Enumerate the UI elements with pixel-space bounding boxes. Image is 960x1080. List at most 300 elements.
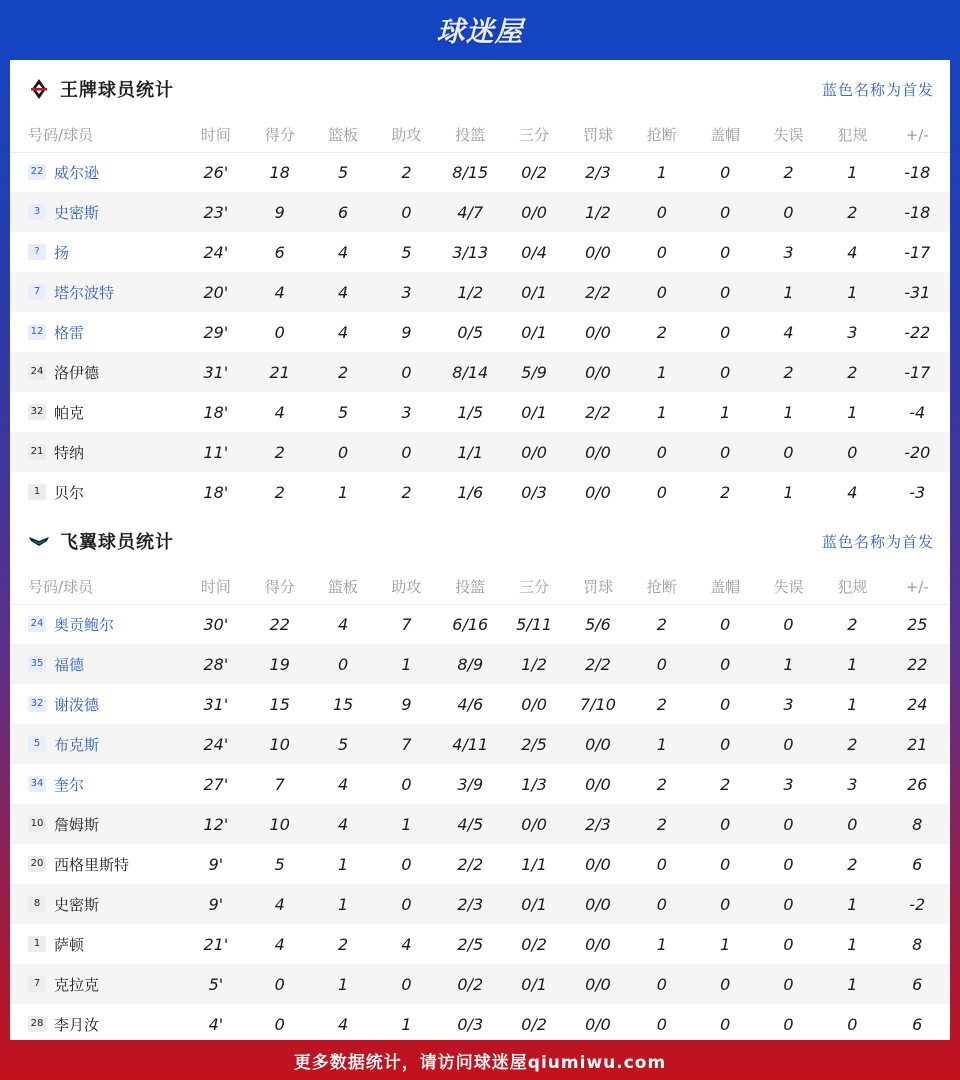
- column-header: 三分: [519, 578, 550, 597]
- stat-cell: 1: [337, 854, 349, 874]
- stat-cell: 24': [203, 242, 229, 262]
- player-row: [10, 844, 950, 884]
- stat-cell: 0/2: [457, 974, 484, 994]
- column-header: 投篮: [455, 126, 486, 145]
- stat-cell: 18': [203, 482, 229, 502]
- stat-cell: 0/0: [585, 242, 611, 262]
- column-header: 失误: [773, 126, 804, 145]
- player-row: [10, 684, 950, 724]
- stat-cell: 0: [783, 934, 794, 954]
- stat-cell: 21: [907, 734, 928, 754]
- stat-cell: 0/0: [585, 974, 611, 994]
- stat-cell: 0/0: [585, 1014, 611, 1034]
- stat-cell: 1: [656, 402, 667, 422]
- stat-cell: 6: [274, 242, 285, 262]
- stat-cell: 5: [337, 734, 349, 754]
- stat-cell: 0: [401, 974, 412, 994]
- stat-cell: 1: [401, 1014, 412, 1034]
- stat-cell: 0: [274, 974, 285, 994]
- stat-cell: 1: [847, 974, 858, 994]
- stat-cell: 6: [337, 202, 349, 222]
- stat-cell: 0/0: [585, 362, 611, 382]
- player-name[interactable]: 萨顿: [54, 935, 85, 954]
- stat-cell: 0: [656, 974, 667, 994]
- player-name[interactable]: 洛伊德: [54, 363, 100, 382]
- player-name[interactable]: 奎尔: [54, 775, 85, 794]
- wings-logo-icon: [28, 530, 50, 552]
- stat-cell: 0/0: [585, 442, 611, 462]
- stat-cell: 5/6: [585, 614, 611, 634]
- stat-cell: 0: [720, 322, 731, 342]
- table-header-row: [10, 570, 950, 604]
- player-name[interactable]: 特纳: [54, 443, 85, 462]
- player-cell: [10, 964, 184, 1004]
- stat-cell: 0: [656, 202, 667, 222]
- stat-cell: 1: [847, 694, 858, 714]
- column-header: 犯规: [837, 578, 868, 597]
- player-cell: [10, 232, 184, 272]
- stat-cell: 2: [656, 694, 667, 714]
- stat-cell: 5/11: [516, 614, 553, 634]
- stat-cell: 0: [720, 202, 731, 222]
- stat-cell: 1/1: [457, 442, 484, 462]
- jersey-number-badge: 32: [28, 404, 46, 420]
- player-row: [10, 804, 950, 844]
- stat-cell: 15: [332, 694, 354, 714]
- stat-cell: 1: [337, 482, 349, 502]
- stat-cell: 2: [401, 482, 412, 502]
- player-cell: [10, 472, 184, 512]
- jersey-number-badge: 12: [28, 324, 46, 340]
- stat-cell: 0/0: [585, 734, 611, 754]
- stat-cell: 4: [274, 282, 285, 302]
- player-row: [10, 964, 950, 1004]
- column-header: 助攻: [391, 578, 422, 597]
- player-name[interactable]: 威尔逊: [54, 163, 100, 182]
- section-title: 王牌球员统计: [60, 80, 174, 101]
- stat-cell: 1: [656, 734, 667, 754]
- stat-cell: 11': [203, 442, 229, 462]
- jersey-number-badge: ?: [28, 244, 46, 260]
- stat-cell: -17: [904, 242, 931, 262]
- stat-cell: 2: [847, 734, 858, 754]
- player-name[interactable]: 贝尔: [54, 483, 85, 502]
- stat-cell: 2: [337, 362, 349, 382]
- stat-cell: 9: [274, 202, 285, 222]
- stat-cell: 10: [269, 734, 290, 754]
- stat-cell: 0: [337, 654, 349, 674]
- jersey-number-badge: 34: [28, 776, 46, 792]
- stat-cell: 0: [847, 1014, 858, 1034]
- stat-cell: 0: [720, 362, 731, 382]
- stat-cell: 2: [274, 482, 285, 502]
- stat-cell: 0: [720, 162, 731, 182]
- stat-cell: 2: [274, 442, 285, 462]
- team-section: [10, 512, 950, 1040]
- stat-cell: 7/10: [579, 694, 616, 714]
- stat-cell: 0: [720, 734, 731, 754]
- stat-cell: 8/9: [457, 654, 484, 674]
- stat-cell: 24: [907, 694, 928, 714]
- stat-cell: 6: [912, 854, 923, 874]
- stat-cell: 4: [274, 402, 285, 422]
- stat-cell: 4: [337, 242, 349, 262]
- stat-cell: 0/5: [457, 322, 484, 342]
- player-name[interactable]: 奥贡鲍尔: [54, 615, 115, 634]
- stat-cell: 0: [401, 442, 412, 462]
- stat-cell: 0: [720, 894, 731, 914]
- player-cell: [10, 192, 184, 232]
- stat-cell: 0: [783, 614, 794, 634]
- stat-cell: 2: [656, 814, 667, 834]
- stat-cell: -22: [904, 322, 931, 342]
- stat-cell: -4: [909, 402, 926, 422]
- stat-cell: 2/3: [457, 894, 484, 914]
- stat-cell: 1/1: [521, 854, 547, 874]
- stat-cell: 8: [912, 934, 923, 954]
- stat-cell: 1: [847, 934, 858, 954]
- stat-cell: 2: [337, 934, 349, 954]
- column-header: 号码/球员: [28, 578, 94, 597]
- player-cell: [10, 644, 184, 684]
- stat-cell: 0: [783, 974, 794, 994]
- stat-cell: 26: [907, 774, 928, 794]
- stat-cell: 0: [656, 854, 667, 874]
- stat-cell: -18: [904, 202, 931, 222]
- stat-cell: 24': [203, 734, 229, 754]
- column-header: 助攻: [391, 126, 422, 145]
- stat-cell: 0/1: [521, 322, 547, 342]
- stat-cell: 4: [783, 322, 794, 342]
- stat-cell: 0: [847, 814, 858, 834]
- stat-cell: 2/5: [457, 934, 484, 954]
- stat-cell: 1: [783, 482, 794, 502]
- player-row: [10, 152, 950, 192]
- stat-cell: 21': [203, 934, 229, 954]
- stat-cell: 2/2: [457, 854, 484, 874]
- stat-cell: 0: [274, 322, 285, 342]
- stat-cell: 0: [656, 894, 667, 914]
- stat-cell: 2/3: [585, 814, 611, 834]
- stat-cell: 0/0: [521, 814, 547, 834]
- stat-cell: 0/0: [521, 694, 547, 714]
- stat-cell: 0/0: [585, 482, 611, 502]
- starter-legend-note: 蓝色名称为首发: [821, 532, 934, 551]
- column-header: 时间: [200, 578, 231, 597]
- stat-cell: 6: [912, 1014, 923, 1034]
- player-name[interactable]: 塔尔波特: [54, 283, 115, 302]
- stat-cell: 3: [847, 774, 858, 794]
- player-cell: [10, 724, 184, 764]
- stat-cell: 3: [847, 322, 858, 342]
- player-row: [10, 724, 950, 764]
- stat-cell: 0/0: [521, 442, 547, 462]
- stat-cell: -2: [909, 894, 926, 914]
- stat-cell: 23': [203, 202, 229, 222]
- stat-cell: 0: [783, 202, 794, 222]
- stat-cell: 0: [656, 654, 667, 674]
- player-cell: [10, 924, 184, 964]
- player-name[interactable]: 史密斯: [54, 895, 100, 914]
- stat-cell: 31': [203, 694, 229, 714]
- player-name[interactable]: 克拉克: [54, 975, 100, 994]
- stat-cell: 0: [783, 854, 794, 874]
- player-cell: [10, 844, 184, 884]
- stat-cell: 2/2: [585, 282, 611, 302]
- stat-cell: 28': [203, 654, 229, 674]
- stat-cell: 2: [847, 614, 858, 634]
- stat-cell: 4: [274, 934, 285, 954]
- section-header: [10, 60, 950, 118]
- stat-cell: 7: [274, 774, 285, 794]
- stat-cell: 1/6: [457, 482, 484, 502]
- stat-cell: 0: [783, 1014, 794, 1034]
- stat-cell: 2: [656, 322, 667, 342]
- player-cell: [10, 352, 184, 392]
- starter-legend-note: 蓝色名称为首发: [821, 80, 934, 99]
- stat-cell: 0: [656, 442, 667, 462]
- column-header: 三分: [519, 126, 550, 145]
- stat-cell: 1/5: [457, 402, 484, 422]
- stat-cell: 0/1: [521, 974, 547, 994]
- stat-cell: 4: [401, 934, 412, 954]
- stat-cell: 3: [783, 774, 794, 794]
- stat-cell: 2: [656, 614, 667, 634]
- player-name[interactable]: 西格里斯特: [54, 855, 130, 874]
- column-header: 篮板: [328, 126, 359, 145]
- column-header: 犯规: [837, 126, 868, 145]
- stat-cell: 2/2: [585, 654, 611, 674]
- team-section: [10, 60, 950, 512]
- stat-cell: 6/16: [452, 614, 489, 634]
- stat-cell: 2: [847, 202, 858, 222]
- stat-cell: -20: [904, 442, 931, 462]
- section-title-group: [28, 76, 174, 102]
- stat-cell: 25: [907, 614, 928, 634]
- stat-cell: 1: [783, 402, 794, 422]
- stat-cell: 9': [208, 854, 224, 874]
- stat-cell: 6: [912, 974, 923, 994]
- stat-cell: 22: [907, 654, 928, 674]
- stat-cell: 0: [656, 282, 667, 302]
- section-title-group: [28, 528, 174, 554]
- jersey-number-badge: 35: [28, 656, 46, 672]
- stat-cell: 2/3: [585, 162, 611, 182]
- stat-cell: 1: [847, 162, 858, 182]
- stat-cell: 0: [720, 442, 731, 462]
- stat-cell: 2: [847, 362, 858, 382]
- player-row: [10, 232, 950, 272]
- stat-cell: 0/0: [585, 854, 611, 874]
- stat-cell: 4: [337, 282, 349, 302]
- stat-cell: 4/6: [457, 694, 484, 714]
- jersey-number-badge: 20: [28, 856, 46, 872]
- stat-cell: 0/1: [521, 894, 547, 914]
- player-cell: [10, 604, 184, 644]
- footer-link[interactable]: 更多数据统计，请访问球迷屋qiumiwu.com: [293, 1052, 667, 1073]
- player-name[interactable]: 福德: [54, 655, 85, 674]
- stat-cell: 0: [720, 694, 731, 714]
- stat-cell: 4/7: [457, 202, 484, 222]
- stat-cell: 1/3: [521, 774, 547, 794]
- player-row: [10, 392, 950, 432]
- player-name[interactable]: 史密斯: [54, 203, 100, 222]
- stat-cell: 18': [203, 402, 229, 422]
- stat-cell: 2: [720, 482, 731, 502]
- stat-cell: 7: [401, 734, 412, 754]
- stat-cell: 0/2: [521, 1014, 547, 1034]
- player-cell: [10, 392, 184, 432]
- player-name[interactable]: 扬: [54, 243, 70, 262]
- table-header-row: [10, 118, 950, 152]
- stat-cell: 29': [203, 322, 229, 342]
- player-name[interactable]: 格雷: [54, 323, 85, 342]
- stat-cell: 8/14: [452, 362, 489, 382]
- stat-cell: 1: [656, 934, 667, 954]
- stat-cell: 0: [401, 894, 412, 914]
- stat-cell: -18: [904, 162, 931, 182]
- column-header: 失误: [773, 578, 804, 597]
- column-header: 得分: [264, 578, 295, 597]
- player-name[interactable]: 帕克: [54, 403, 85, 422]
- column-header: 罚球: [582, 126, 613, 145]
- stat-cell: 1: [847, 282, 858, 302]
- stat-cell: 0: [720, 854, 731, 874]
- column-header: 篮板: [328, 578, 359, 597]
- player-name[interactable]: 李月汝: [54, 1015, 100, 1034]
- stat-cell: 4/11: [452, 734, 489, 754]
- stat-cell: 3: [783, 694, 794, 714]
- stat-cell: 2: [401, 162, 412, 182]
- stat-cell: 1: [401, 814, 412, 834]
- stat-cell: 0: [401, 202, 412, 222]
- aces-logo-icon: [28, 78, 50, 100]
- stat-cell: 0: [720, 654, 731, 674]
- player-row: [10, 472, 950, 512]
- stat-cell: 26': [203, 162, 229, 182]
- player-row: [10, 884, 950, 924]
- player-name[interactable]: 布克斯: [54, 735, 100, 754]
- player-row: [10, 1004, 950, 1040]
- stat-cell: 0: [656, 1014, 667, 1034]
- stat-cell: 0: [401, 362, 412, 382]
- stat-cell: 0/0: [585, 774, 611, 794]
- stat-cell: 9: [401, 322, 412, 342]
- jersey-number-badge: 24: [28, 616, 46, 632]
- stat-cell: 21: [269, 362, 290, 382]
- stat-cell: 0: [401, 854, 412, 874]
- stats-panel: [10, 60, 950, 1040]
- column-header: +/-: [905, 125, 929, 144]
- stat-cell: 0: [656, 242, 667, 262]
- stat-cell: 4: [847, 242, 858, 262]
- stat-cell: 5: [337, 162, 349, 182]
- stat-cell: 2/5: [521, 734, 547, 754]
- section-header: [10, 512, 950, 570]
- teams-container: [10, 60, 950, 1040]
- stat-cell: 0/0: [585, 894, 611, 914]
- player-cell: [10, 432, 184, 472]
- player-row: [10, 192, 950, 232]
- player-name[interactable]: 谢泼德: [54, 695, 100, 714]
- stat-cell: 0/1: [521, 402, 547, 422]
- jersey-number-badge: 8: [28, 896, 46, 912]
- stat-cell: 0: [337, 442, 349, 462]
- stat-cell: 4: [847, 482, 858, 502]
- stat-cell: 5': [208, 974, 224, 994]
- stat-cell: 19: [269, 654, 290, 674]
- stat-cell: 4: [337, 774, 349, 794]
- player-name[interactable]: 詹姆斯: [54, 815, 100, 834]
- stat-cell: 1: [847, 654, 858, 674]
- column-header: 抢断: [646, 126, 677, 145]
- stat-cell: 15: [269, 694, 290, 714]
- stat-cell: 0/3: [457, 1014, 484, 1034]
- column-header: 投篮: [455, 578, 486, 597]
- stat-cell: 27': [203, 774, 229, 794]
- stat-cell: 2: [656, 774, 667, 794]
- stat-cell: 3/13: [452, 242, 489, 262]
- stat-cell: 2: [847, 854, 858, 874]
- jersey-number-badge: 21: [28, 444, 46, 460]
- column-header: 时间: [200, 126, 231, 145]
- stat-cell: 20': [203, 282, 229, 302]
- stat-cell: 0/1: [521, 282, 547, 302]
- stat-cell: 1/2: [521, 654, 547, 674]
- stats-table: [10, 118, 950, 512]
- player-row: [10, 312, 950, 352]
- player-row: [10, 604, 950, 644]
- stat-cell: 9: [401, 694, 412, 714]
- stat-cell: 12': [203, 814, 229, 834]
- stat-cell: 5: [401, 242, 412, 262]
- player-cell: [10, 684, 184, 724]
- player-cell: [10, 804, 184, 844]
- stat-cell: 2: [783, 362, 794, 382]
- stat-cell: 1: [656, 162, 667, 182]
- stat-cell: 0: [783, 814, 794, 834]
- stat-cell: 0: [656, 482, 667, 502]
- stat-cell: 4: [274, 894, 285, 914]
- jersey-number-badge: 22: [28, 164, 46, 180]
- stat-cell: 1: [337, 974, 349, 994]
- stat-cell: 3/9: [457, 774, 484, 794]
- stat-cell: 0: [720, 974, 731, 994]
- stat-cell: 0: [783, 442, 794, 462]
- jersey-number-badge: 5: [28, 736, 46, 752]
- stat-cell: 30': [203, 614, 229, 634]
- stat-cell: 0: [720, 614, 731, 634]
- stats-table: [10, 570, 950, 1040]
- jersey-number-badge: 10: [28, 816, 46, 832]
- stat-cell: 31': [203, 362, 229, 382]
- stat-cell: 0/2: [521, 162, 547, 182]
- player-cell: [10, 152, 184, 192]
- stat-cell: -17: [904, 362, 931, 382]
- player-cell: [10, 1004, 184, 1040]
- stat-cell: 0/2: [521, 934, 547, 954]
- stat-cell: 1/2: [457, 282, 484, 302]
- stat-cell: 0: [720, 814, 731, 834]
- stat-cell: 0: [720, 282, 731, 302]
- stat-cell: 0: [847, 442, 858, 462]
- stat-cell: 1: [720, 934, 731, 954]
- column-header: +/-: [905, 577, 929, 596]
- stat-cell: 8: [912, 814, 923, 834]
- stat-cell: 4': [208, 1014, 224, 1034]
- stat-cell: 1: [720, 402, 731, 422]
- player-cell: [10, 884, 184, 924]
